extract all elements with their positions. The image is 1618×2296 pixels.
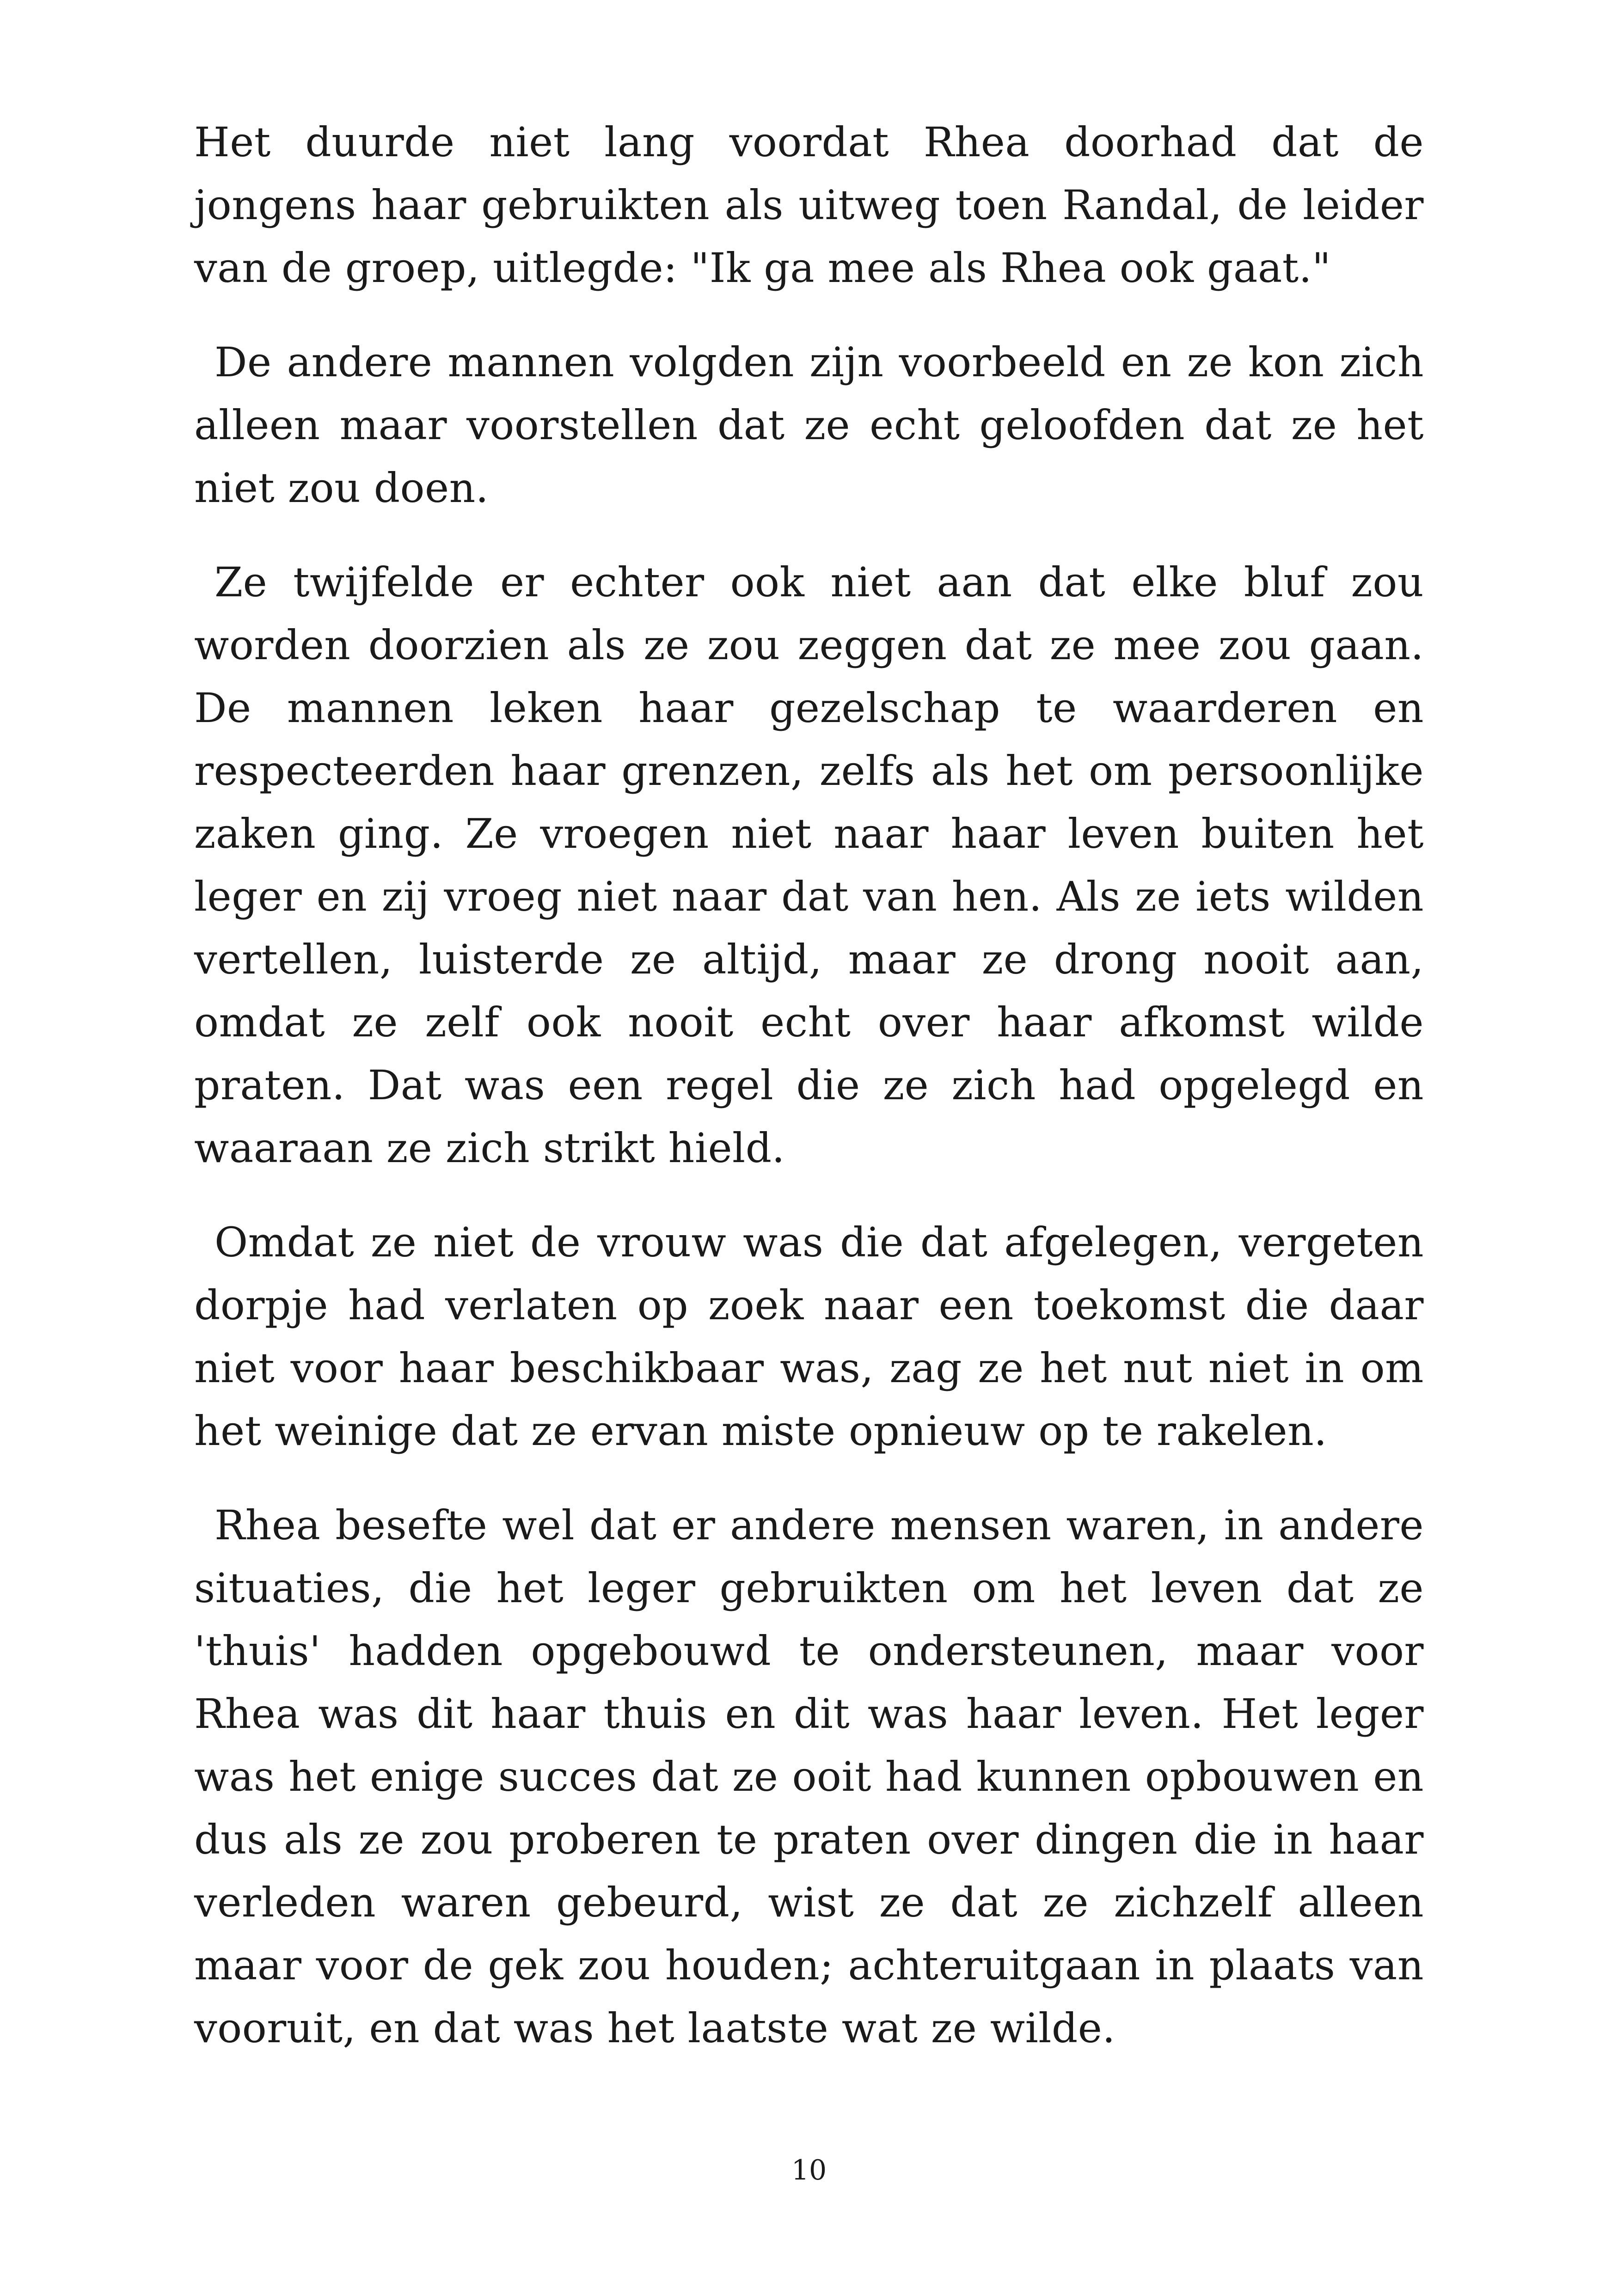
paragraph-4: Omdat ze niet de vrouw was die dat afgelegen, vergeten dorpje had verlaten op zoek naar een toekomst die daar niet voor haar beschikbaar was, zag ze het nut niet in om het weinige dat ze ervan miste opnieuw op te rakelen. <box>194 1218 1424 1455</box>
paragraph-1: Het duurde niet lang voordat Rhea doorhad dat de jongens haar gebruikten als uitweg toen Randal, de leider van de groep, uitlegde: "Ik ga mee als Rhea ook gaat." <box>194 118 1424 292</box>
body-text <box>194 111 1424 2091</box>
paragraph-2: De andere mannen volgden zijn voorbeeld en ze kon zich alleen maar voorstellen dat ze echt geloofden dat ze het niet zou doen. <box>194 338 1424 512</box>
page-number: 10 <box>791 2154 827 2186</box>
paragraph-5: Rhea besefte wel dat er andere mensen waren, in andere situaties, die het leger gebruikten om het leven dat ze 'thuis' hadden opgebouwd te ondersteunen, maar voor Rhea was dit haar thuis en dit was haar leven. Het leger was het enige succes dat ze ooit had kunnen opbouwen en dus als ze zou proberen te praten over dingen die in haar verleden waren gebeurd, wist ze dat ze zichzelf alleen maar voor de gek zou houden; achteruitgaan in plaats van vooruit, en dat was het laatste wat ze wilde. <box>194 1501 1424 2052</box>
paragraph-3: Ze twijfelde er echter ook niet aan dat elke bluf zou worden doorzien als ze zou zeggen dat ze mee zou gaan. De mannen leken haar gezelschap te waarderen en respecteerden haar grenzen, zelfs als het om persoonlijke zaken ging. Ze vroegen niet naar haar leven buiten het leger en zij vroeg niet naar dat van hen. Als ze iets wilden vertellen, luisterde ze altijd, maar ze drong nooit aan, omdat ze zelf ook nooit echt over haar afkomst wilde praten. Dat was een regel die ze zich had opgelegd en waaraan ze zich strikt hield. <box>194 558 1424 1172</box>
